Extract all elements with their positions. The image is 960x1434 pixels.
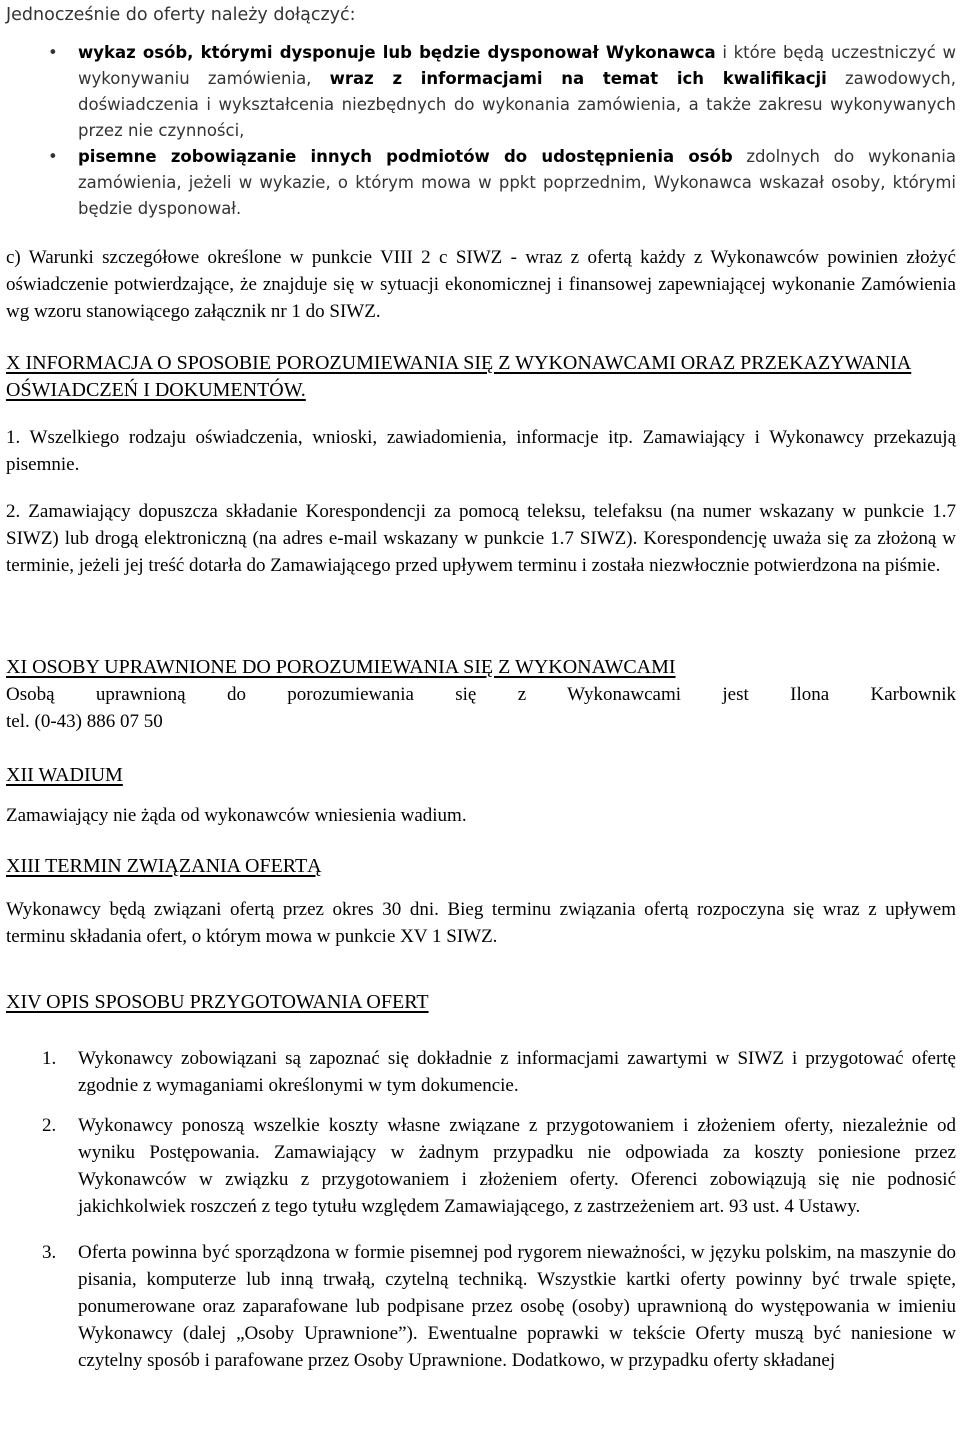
item-number: 2. — [42, 1115, 57, 1136]
paragraph-c — [6, 244, 956, 325]
item-text: Wykonawcy ponoszą wszelkie koszty własne związane z przygotowaniem i złożeniem oferty, niezależnie od wyniku Postępowania. Zamawiający w żadnym przypadku nie odpowiada za koszty poniesione przez Wykonawców w związku z przygotowaniem i złożeniem oferty. Oferenci zobowiązują się nie podnosić jakichkolwiek roszczeń z tego tytułu względem Zamawiającego, z zastrzeżeniem art. 93 ust. 4 Ustawy. — [78, 1115, 956, 1217]
section-x — [6, 350, 956, 579]
item-text: i które będą uczestniczyć w wykonywaniu zamówienia, — [78, 43, 956, 88]
item-text: Wykonawcy zobowiązani są zapoznać się dokładnie z informacjami zawartymi w SIWZ i przygotować ofertę zgodnie z wymaganiami określonymi w tym dokumencie. — [78, 1048, 956, 1096]
contact-phone: tel. (0-43) 886 07 50 — [6, 711, 163, 732]
list-item — [6, 144, 956, 222]
section-xiii — [6, 853, 956, 950]
numbered-list — [6, 1045, 956, 1374]
list-item — [6, 1045, 956, 1099]
section-heading: XIV OPIS SPOSOBU PRZYGOTOWANIA OFERT — [6, 991, 429, 1013]
paragraph-text: Osobą uprawnioną do porozumiewania się z Wykonawcami jest Ilona Karbownik — [6, 684, 956, 705]
paragraph-text: 1. Wszelkiego rodzaju oświadczenia, wnioski, zawiadomienia, informacje itp. Zamawiający i Wykonawcy przekazują pisemnie. — [6, 427, 956, 475]
list-item — [6, 1112, 956, 1220]
attachment-list — [6, 40, 956, 222]
section-xi — [6, 654, 956, 735]
item-text: zdolnych do wykonania zamówienia, jeżeli w wykazie, o którym mowa w ppkt poprzednim, Wykonawca wskazał osoby, którymi będzie dysponował. — [78, 147, 956, 218]
paragraph-text: Wykonawcy będą związani ofertą przez okres 30 dni. Bieg terminu związania ofertą rozpoczyna się wraz z upływem terminu składania ofert, o którym mowa w punkcie XV 1 SIWZ. — [6, 899, 956, 947]
section-heading: X INFORMACJA O SPOSOBIE POROZUMIEWANIA SIĘ Z WYKONAWCAMI ORAZ PRZEKAZYWANIA OŚWIADCZEŃ I DOKUMENTÓW. — [6, 352, 912, 401]
item-text: Oferta powinna być sporządzona w formie pisemnej pod rygorem nieważności, w języku polskim, na maszynie do pisania, komputerze lub inną trwałą, czytelną techniką. Wszystkie kartki oferty powinny być trwale spięte, ponumerowane oraz zaparafowane lub podpisane przez osobę (osoby) uprawnioną do występowania w imieniu Wykonawcy (dalej „Osoby Uprawnione”). Ewentualne poprawki w tekście Oferty muszą być naniesione w czytelny sposób i parafowane przez Osoby Uprawnione. Dodatkowo, w przypadku oferty składanej — [78, 1242, 956, 1371]
item-number: 1. — [42, 1048, 57, 1069]
section-heading: XII WADIUM — [6, 764, 123, 786]
bold-phrase: wykaz osób, którymi dysponuje lub będzie dysponował Wykonawca — [78, 43, 716, 62]
paragraph-text: c) Warunki szczegółowe określone w punkcie VIII 2 c SIWZ - wraz z ofertą każdy z Wykonawców powinien złożyć oświadczenie potwierdzające, że znajduje się w sytuacji ekonomicznej i finansowej zapewniającej wykonanie Zamówienia wg wzoru stanowiącego załącznik nr 1 do SIWZ. — [6, 247, 956, 322]
section-xiv — [6, 989, 956, 1374]
item-text: zawodowych, doświadczenia i wykształcenia niezbędnych do wykonania zamówienia, a także zakresu wykonywanych przez nie czynności, — [78, 69, 956, 140]
list-item — [6, 1239, 956, 1374]
section-heading: XIII TERMIN ZWIĄZANIA OFERTĄ — [6, 855, 322, 877]
intro-text: Jednocześnie do oferty należy dołączyć: — [6, 5, 356, 25]
section-heading: XI OSOBY UPRAWNIONE DO POROZUMIEWANIA SIĘ Z WYKONAWCAMI — [6, 656, 676, 678]
item-number: 3. — [42, 1242, 57, 1263]
bold-phrase: wraz z informacjami na temat ich kwalifikacji — [329, 69, 827, 88]
list-item — [6, 40, 956, 144]
paragraph-text: Zamawiający nie żąda od wykonawców wniesienia wadium. — [6, 805, 467, 826]
paragraph-text: 2. Zamawiający dopuszcza składanie Korespondencji za pomocą teleksu, telefaksu (na numer wskazany w punkcie 1.7 SIWZ) lub drogą elektroniczną (na adres e-mail wskazany w punkcie 1.7 SIWZ). Korespondencję uważa się za złożoną w terminie, jeżeli jej treść dotarła do Zamawiającego przed upływem terminu i została niezwłocznie potwierdzona na piśmie. — [6, 501, 956, 576]
bold-phrase: pisemne zobowiązanie innych podmiotów do udostępnienia osób — [78, 147, 733, 166]
bullet-icon: • — [48, 147, 58, 166]
bullet-icon: • — [48, 43, 58, 62]
section-xii — [6, 762, 956, 829]
